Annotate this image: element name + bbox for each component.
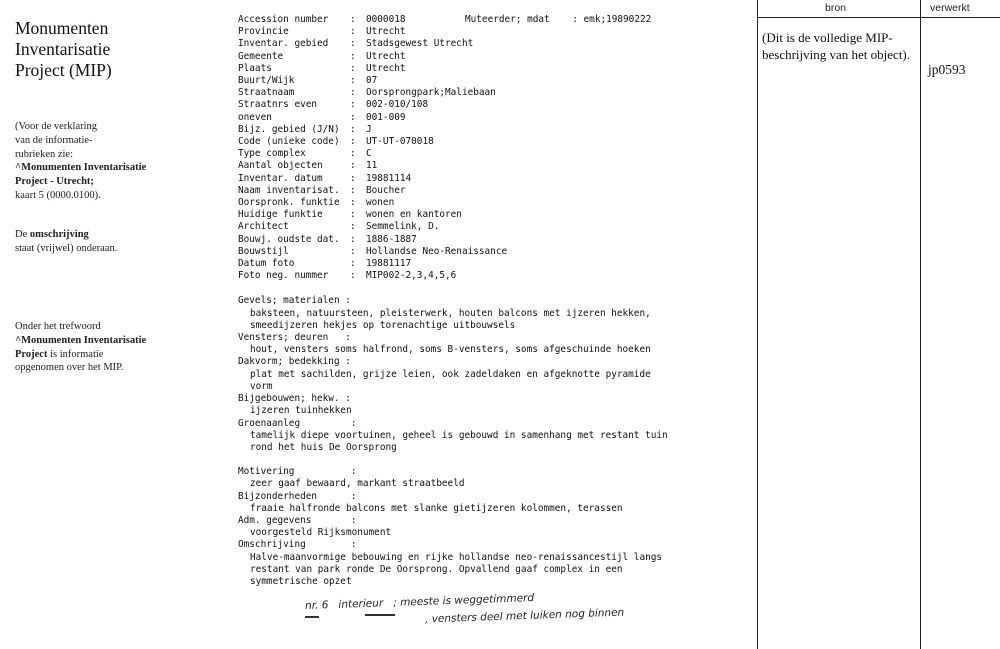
section-text: smeedijzeren hekjes op torenachtige uitbouwsels: [250, 319, 516, 331]
section-text: zeer gaaf bewaard, markant straatbeeld: [250, 478, 465, 490]
section-gap: [238, 454, 758, 466]
field-row: [238, 270, 758, 282]
field-separator: :: [350, 245, 356, 257]
field-row: [238, 99, 758, 111]
field-separator: :: [350, 75, 356, 87]
field-label: Straatnrs even: [238, 99, 318, 111]
header-rule: [757, 17, 1000, 18]
field-separator: :: [350, 233, 356, 245]
underline-mark: [305, 616, 319, 618]
field-row: [238, 160, 758, 172]
field-value: Hollandse Neo-Renaissance: [366, 245, 508, 257]
note-text: is informatie: [47, 348, 104, 360]
section-heading: Gevels; materialen :: [238, 295, 351, 307]
field-row: [238, 136, 758, 148]
section-text: baksteen, natuursteen, pleisterwerk, houten balcons met ijzeren hekken,: [250, 307, 651, 319]
description-location-note: [15, 228, 117, 256]
field-label: Datum foto: [238, 258, 295, 270]
section-heading: Omschrijving :: [238, 539, 357, 551]
field-row: [238, 38, 758, 50]
field-label: Foto neg. nummer: [238, 270, 329, 282]
note-line: (Voor de verklaring: [15, 121, 98, 132]
left-column: [15, 18, 215, 81]
field-row: [238, 51, 758, 63]
section-text: ijzeren tuinhekken: [250, 405, 352, 417]
field-value: wonen: [366, 197, 395, 209]
field-label: Type complex: [238, 148, 306, 160]
column-divider: [920, 0, 921, 649]
field-label: Plaats: [238, 62, 272, 74]
field-value: 11: [366, 160, 378, 172]
title-line: Monumenten: [15, 18, 109, 38]
section-heading: Motivering :: [238, 466, 357, 478]
field-value: J: [366, 123, 372, 135]
note-line: opgenomen over het MIP.: [15, 362, 124, 374]
field-separator: :: [350, 123, 356, 135]
field-value: Utrecht: [366, 50, 406, 62]
field-row: [238, 14, 758, 26]
field-separator: :: [350, 136, 356, 148]
field-value: wonen en kantoren: [366, 209, 462, 221]
section-text: hout, vensters soms halfrond, soms B-vensters, soms afgeschuinde hoeken: [250, 344, 651, 356]
note-reference: Project - Utrecht;: [15, 176, 94, 188]
note-line: rubrieken zie:: [15, 148, 74, 160]
handwritten-line: nr. 6 interieur ; meeste is weggetimmerd: [304, 592, 535, 612]
field-row: [238, 197, 758, 209]
description-sections: [238, 295, 758, 588]
section-text: fraaie halfronde balcons met slanke gietijzeren kolommen, terassen: [250, 502, 623, 514]
record-card: [238, 14, 758, 588]
section-heading: Groenaanleg :: [238, 417, 357, 429]
field-row: [238, 209, 758, 221]
processed-code: jp0593: [928, 62, 966, 77]
field-label: Bouwj. oudste dat.: [238, 233, 340, 245]
field-row: [238, 148, 758, 160]
field-value: 0000018: [366, 14, 406, 25]
keyword-note: [15, 320, 146, 375]
field-separator: :: [350, 197, 356, 209]
field-value: 07: [366, 75, 378, 87]
field-label: Architect: [238, 221, 289, 233]
field-value: 001-009: [366, 111, 406, 123]
field-row: [238, 221, 758, 233]
section-heading: Vensters; deuren :: [238, 332, 351, 344]
section-text: tamelijk diepe voortuinen, geheel is gebouwd in samenhang met restant tuin: [250, 429, 668, 441]
field-value: Stadsgewest Utrecht: [366, 38, 474, 50]
field-value: Semmelink, D.: [366, 221, 440, 233]
field-separator: :: [350, 160, 356, 172]
field-separator: :: [350, 14, 356, 25]
field-row: [238, 173, 758, 185]
column-divider: [757, 0, 758, 649]
field-separator: :: [350, 87, 356, 99]
section-text: plat met sachilden, grijze leien, ook zadeldaken en afgeknotte pyramide: [250, 368, 651, 380]
field-row: [238, 87, 758, 99]
field-row: [238, 185, 758, 197]
note-reference: ^Monumenten Inventarisatie: [15, 162, 147, 174]
section-text: rond het huis De Oorsprong: [250, 441, 397, 453]
muteerder-field: Muteerder; mdat : emk;19890222: [465, 14, 652, 25]
field-value: Utrecht: [366, 62, 406, 74]
field-label: oneven: [238, 111, 272, 123]
field-label: Accession number: [238, 14, 329, 25]
record-fields: [238, 14, 758, 282]
field-label: Oorspronk. funktie: [238, 197, 340, 209]
field-label: Naam inventarisat.: [238, 184, 340, 196]
source-note: (Dit is de volledige MIP-beschrijving van het object).: [762, 30, 911, 62]
section-heading: Bijgebouwen; hekw. :: [238, 393, 351, 405]
field-separator: :: [350, 38, 356, 50]
field-label: Code (unieke code): [238, 136, 340, 148]
field-separator: :: [350, 26, 356, 38]
document-title: [15, 18, 215, 81]
explanation-note: [15, 120, 146, 203]
note-text: De: [15, 229, 30, 240]
field-label: Bijz. gebied (J/N): [238, 123, 340, 135]
field-label: Inventar. gebied: [238, 38, 329, 50]
field-label: Inventar. datum: [238, 172, 323, 184]
field-label: Gemeente: [238, 50, 284, 62]
field-row: [238, 234, 758, 246]
field-separator: :: [350, 148, 356, 160]
field-label: Bouwstijl: [238, 245, 289, 257]
note-line: kaart 5 (0000.0100).: [15, 189, 101, 201]
field-separator: :: [350, 62, 356, 74]
section-text: Halve-maanvormige bebouwing en rijke hollandse neo-renaissancestijl langs: [250, 551, 663, 563]
field-separator: :: [350, 258, 356, 270]
field-row: [238, 258, 758, 270]
field-value: Utrecht: [366, 26, 406, 38]
field-value: C: [366, 148, 372, 160]
bron-header: bron: [825, 2, 847, 14]
field-row: [238, 63, 758, 75]
section-heading: Adm. gegevens :: [238, 514, 357, 526]
section-text: vorm: [250, 380, 273, 392]
section-text: symmetrische opzet: [250, 575, 352, 587]
field-label: Aantal objecten: [238, 160, 323, 172]
note-reference: Project: [15, 348, 48, 360]
field-row: [238, 112, 758, 124]
field-label: Buurt/Wijk: [238, 75, 295, 87]
field-value: 19881117: [366, 258, 412, 270]
field-label: Straatnaam: [238, 87, 295, 99]
field-row: [238, 246, 758, 258]
field-value: UT-UT-070018: [366, 136, 434, 148]
field-value: 1886-1887: [366, 233, 417, 245]
note-line: Onder het trefwoord: [15, 321, 101, 332]
field-separator: :: [350, 270, 356, 282]
field-separator: :: [350, 50, 356, 62]
note-reference: ^Monumenten Inventarisatie: [15, 334, 147, 346]
field-separator: :: [350, 99, 356, 111]
field-row: [238, 75, 758, 87]
field-label: Huidige funktie: [238, 209, 323, 221]
note-keyword: omschrijving: [29, 229, 89, 240]
title-line: Inventarisatie: [15, 39, 111, 59]
section-text: voorgesteld Rijksmonument: [250, 527, 392, 539]
field-value: 19881114: [366, 172, 412, 184]
note-line: staat (vrijwel) onderaan.: [15, 242, 118, 254]
field-value: MIP002-2,3,4,5,6: [366, 270, 457, 282]
field-row: [238, 26, 758, 38]
handwritten-line: , vensters deel met luiken nog binnen: [424, 606, 625, 626]
verwerkt-header: verwerkt: [930, 2, 970, 14]
field-separator: :: [350, 111, 356, 123]
section-heading: Bijzonderheden :: [238, 490, 357, 502]
field-value: Oorsprongpark;Maliebaan: [366, 87, 496, 99]
field-separator: :: [350, 172, 356, 184]
field-row: [238, 124, 758, 136]
field-separator: :: [350, 184, 356, 196]
section-heading: Dakvorm; bedekking :: [238, 356, 351, 368]
title-line: Project (MIP): [15, 60, 112, 80]
note-line: van de informatie-: [15, 134, 93, 146]
field-label: Provincie: [238, 26, 289, 38]
field-value: Boucher: [366, 184, 406, 196]
field-value: 002-010/108: [366, 99, 429, 111]
field-separator: :: [350, 221, 356, 233]
section-text: restant van park ronde De Oorsprong. Opvallend gaaf complex in een: [250, 563, 623, 575]
field-separator: :: [350, 209, 356, 221]
underline-mark: [365, 614, 395, 616]
